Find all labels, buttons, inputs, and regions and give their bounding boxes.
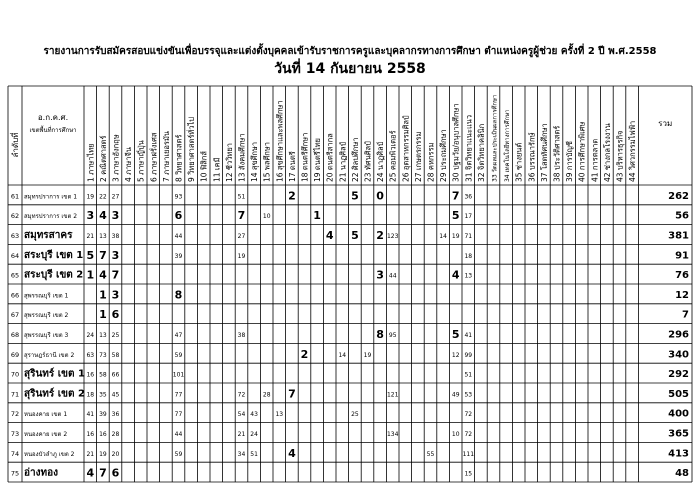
table-cell: 18 [86, 391, 95, 399]
row-number: 71 [10, 390, 20, 399]
row-number: 74 [10, 449, 20, 458]
table-cell: 38 [237, 332, 246, 339]
table-cell: 1 [86, 268, 95, 282]
header-subject: 36 บรรณารักษ์ [527, 132, 537, 182]
header-subject: 16 สุขศึกษาและพลศึกษา [275, 100, 285, 182]
table-cell: 63 [86, 351, 95, 359]
row-number: 67 [10, 311, 20, 320]
row-name: หนองคาย เขต 1 [24, 411, 68, 419]
table-cell: 5 [86, 248, 95, 262]
row-total: 292 [668, 369, 689, 381]
table-cell: 16 [86, 431, 95, 438]
header-subject: 17 ดนตรี [287, 151, 297, 182]
table-cell: 22 [99, 193, 107, 201]
table-cell: 15 [464, 470, 473, 478]
table-cell: 34 [237, 450, 246, 458]
table-cell: 1 [99, 308, 107, 322]
header-subject: 18 ดนตรีศึกษา [300, 132, 310, 182]
table-cell: 17 [464, 213, 473, 221]
table-cell: 73 [99, 351, 107, 359]
header-org: อ.ก.ค.ศ. [37, 113, 69, 122]
table-cell: 8 [376, 328, 384, 341]
table-cell: 2 [376, 229, 384, 242]
table-cell: 21 [86, 450, 95, 458]
table-cell: 36 [464, 193, 473, 201]
table-cell: 7 [237, 209, 246, 223]
table-cell: 0 [376, 189, 384, 203]
row-name: สุรินทร์ เขต 2 [24, 388, 85, 400]
table-cell: 13 [275, 411, 284, 419]
row-name: สุรินทร์ เขต 1 [24, 368, 85, 380]
table-cell: 19 [451, 233, 460, 240]
table-cell: 121 [386, 391, 399, 399]
row-name: หนองบัวลำภู เขต 2 [24, 450, 75, 458]
table-cell: 36 [111, 411, 120, 419]
table-cell: 51 [237, 193, 246, 201]
header-subject: 28 คหกรรม [426, 142, 436, 182]
row-name: สุพรรณบุรี เขต 3 [24, 332, 69, 339]
header-subject: 24 นาฏศิลป์ [376, 141, 386, 182]
row-total: 413 [668, 448, 689, 460]
table-cell: 44 [174, 233, 183, 240]
header-subject: 32 จิตวิทยาคลินิก [476, 123, 486, 182]
header-subject: 33 วัดผลและประเมินผลการศึกษา [491, 94, 499, 182]
table-cell: 72 [464, 411, 473, 419]
table-cell: 10 [262, 213, 271, 221]
header-subject: 42 ช่างกลโรงงาน [602, 123, 612, 182]
row-total: 296 [668, 329, 689, 341]
table-cell: 27 [111, 193, 120, 201]
table-cell: 99 [464, 351, 473, 359]
table-cell: 19 [99, 450, 107, 458]
header-subject: 43 บริหารธุรกิจ [615, 130, 625, 182]
header-subject: 15 พลศึกษา [262, 142, 272, 182]
table-cell: 21 [237, 431, 246, 438]
header-subject: 7 ภาษาเยอรมัน [161, 130, 171, 182]
header-total: รวม [658, 119, 673, 128]
header-subject: 26 อุตสาหกรรมศิลป์ [401, 115, 411, 182]
table-cell: 20 [111, 450, 120, 458]
table-cell: 101 [172, 371, 185, 379]
table-cell: 44 [174, 431, 183, 438]
row-number: 62 [10, 212, 20, 221]
header-subject: 30 ปฐมวัย/อนุบาลศึกษา [451, 103, 461, 182]
table-cell: 123 [386, 233, 399, 240]
row-number: 63 [10, 232, 20, 240]
table-cell: 3 [86, 209, 95, 223]
row-total: 262 [668, 190, 689, 202]
table-cell: 24 [250, 431, 258, 438]
table-cell: 7 [99, 248, 107, 262]
table-cell: 13 [99, 332, 107, 339]
table-cell: 66 [111, 371, 120, 379]
table-cell: 19 [363, 351, 372, 359]
table-cell: 39 [174, 252, 183, 260]
header-subject: 34 เทคโนโลยีทางการศึกษา [504, 109, 512, 182]
table-cell: 7 [111, 268, 120, 282]
table-cell: 3 [376, 268, 384, 282]
header-subject: 2 คณิตศาสตร์ [98, 135, 108, 182]
table-cell: 6 [111, 466, 120, 480]
header-subject: 10 ฟิสิกส์ [199, 151, 209, 182]
table-cell: 58 [99, 371, 107, 379]
table-cell: 59 [174, 450, 183, 458]
table-cell: 25 [351, 411, 359, 419]
table-cell: 7 [288, 387, 296, 401]
header-subject: 40 การศึกษาพิเศษ [577, 121, 587, 182]
header-subject: 27 เกษตรกรรม [413, 131, 423, 182]
row-total: 91 [675, 250, 689, 262]
table-cell: 93 [174, 193, 183, 201]
table-cell: 4 [99, 209, 107, 223]
table-cell: 4 [451, 268, 460, 282]
table-cell: 2 [300, 347, 309, 361]
table-cell: 18 [464, 252, 473, 260]
header-subject: 12 ชีววิทยา [224, 143, 234, 182]
header-subject: 6 ภาษาฝรั่งเศส [149, 132, 159, 182]
table-cell: 59 [174, 351, 183, 359]
table-cell: 5 [451, 328, 460, 341]
table-cell: 28 [262, 391, 271, 399]
table-cell: 51 [250, 450, 258, 458]
header-subject: 14 สุขศึกษา [250, 141, 260, 182]
row-name: สระบุรี เขต 1 [24, 249, 84, 261]
table-cell: 28 [111, 431, 120, 438]
header-subject: 23 ทัศนศิลป์ [363, 141, 373, 182]
table-cell: 53 [464, 391, 473, 399]
header-subject: 29 ประถมศึกษา [439, 129, 449, 182]
row-name: สุราษฎร์ธานี เขต 2 [24, 351, 75, 359]
row-number: 68 [10, 331, 20, 339]
header-subject: 31 จิตวิทยาแนะแนว [464, 114, 474, 182]
table-cell: 4 [86, 466, 95, 480]
table-cell: 4 [288, 446, 296, 460]
row-number: 61 [10, 192, 20, 201]
table-cell: 55 [426, 450, 435, 458]
header-subject: 1 ภาษาไทย [86, 143, 96, 182]
table-cell: 10 [451, 431, 460, 438]
row-name: หนองคาย เขต 2 [24, 431, 68, 438]
table-cell: 54 [237, 411, 246, 419]
row-total: 76 [675, 270, 689, 282]
table-cell: 13 [99, 233, 107, 240]
header-subject: 22 ศิลปศึกษา [350, 137, 360, 182]
table-cell: 14 [338, 351, 347, 359]
report-title: รายงานการรับสมัครสอบแข่งขันเพื่อบรรจุและแต่งตั้งบุคคลเข้ารับราชการครูและบุคลากรทางการศึกษา ตำแหน่งครูผู้ช่วย ครั้งที่ 2 ปี พ.ศ.2558 [43, 46, 657, 57]
header-subject: 37 โสตทัศนศึกษา [539, 123, 549, 182]
header-subject: 39 การบัญชี [565, 141, 575, 182]
table-cell: 2 [288, 189, 296, 203]
header-org-sub: เขตพื้นที่การศึกษา [29, 127, 77, 134]
table-cell: 6 [111, 308, 120, 322]
row-number: 70 [10, 370, 20, 379]
table-cell: 47 [174, 332, 183, 339]
row-total: 56 [675, 210, 689, 222]
header-subject: 5 ภาษาญี่ปุ่น [136, 140, 146, 182]
header-subject: 11 เคมี [212, 157, 222, 182]
row-name: สุพรรณบุรี เขต 2 [24, 312, 69, 320]
header-subject: 25 คอมพิวเตอร์ [388, 130, 398, 182]
row-total: 7 [682, 309, 689, 321]
table-cell: 134 [386, 431, 399, 438]
row-number: 73 [10, 430, 20, 438]
table-cell: 43 [250, 411, 258, 419]
header-subject: 13 สังคมศึกษา [237, 133, 247, 182]
table-cell: 41 [464, 332, 473, 339]
table-cell: 45 [111, 391, 120, 399]
header-subject: 3 ภาษาอังกฤษ [111, 134, 121, 182]
table-cell: 44 [388, 272, 397, 280]
table-cell: 16 [86, 371, 95, 379]
table-cell: 3 [111, 209, 120, 223]
row-total: 381 [668, 230, 689, 242]
table-cell: 39 [99, 411, 107, 419]
header-subject: 8 วิทยาศาสตร์ [174, 134, 184, 182]
table-cell: 5 [351, 229, 359, 242]
row-number: 75 [10, 469, 20, 478]
table-cell: 111 [462, 450, 475, 458]
row-name: อ่างทอง [24, 467, 58, 479]
table-cell: 72 [464, 431, 473, 438]
table-cell: 13 [464, 272, 473, 280]
table-cell: 38 [111, 233, 120, 240]
row-number: 72 [10, 410, 20, 419]
row-number: 66 [10, 291, 20, 300]
report-date: วันที่ 14 กันยายน 2558 [274, 61, 426, 77]
header-subject: 19 ดนตรีไทย [313, 138, 323, 182]
table-cell: 8 [174, 288, 183, 302]
table-cell: 72 [237, 391, 246, 399]
row-number: 65 [10, 271, 20, 280]
table-cell: 35 [99, 391, 107, 399]
row-total: 340 [668, 349, 689, 361]
table-cell: 41 [86, 411, 95, 419]
table-cell: 49 [451, 391, 460, 399]
row-name: สมุทรสาคร [24, 230, 73, 241]
table-cell: 1 [313, 209, 321, 223]
table-cell: 1 [99, 288, 107, 302]
row-name: สระบุรี เขต 2 [24, 269, 84, 281]
table-cell: 95 [388, 332, 397, 339]
row-total: 12 [675, 289, 689, 301]
row-total: 48 [675, 468, 689, 480]
header-subject: 20 ดนตรีสากล [325, 133, 335, 182]
table-cell: 14 [439, 233, 447, 240]
table-cell: 3 [111, 288, 120, 302]
table-cell: 7 [451, 189, 460, 203]
table-cell: 51 [464, 371, 473, 379]
header-subject: 41 การตลาด [590, 138, 600, 182]
header-subject: 35 ช่างยนต์ [514, 142, 524, 182]
table-cell: 12 [451, 351, 460, 359]
row-number: 69 [10, 350, 20, 359]
table-cell: 16 [99, 431, 107, 438]
row-name: สมุทรปราการ เขต 2 [24, 213, 78, 221]
table-cell: 3 [111, 248, 120, 262]
table-cell: 4 [99, 268, 107, 282]
table-cell: 25 [111, 332, 120, 339]
table-cell: 4 [325, 229, 334, 242]
row-total: 400 [668, 408, 689, 420]
table-cell: 19 [237, 252, 246, 260]
header-seq: ลำดับที่ [11, 132, 20, 158]
row-total: 505 [668, 388, 689, 400]
table-cell: 27 [237, 233, 246, 240]
header-subject: 21 นาฏศิลป์ [338, 141, 348, 182]
table-cell: 58 [111, 351, 120, 359]
table-cell: 5 [451, 209, 460, 223]
table-cell: 7 [99, 466, 107, 480]
table-cell: 24 [86, 332, 95, 339]
header-subject: 9 วิทยาศาสตร์ทั่วไป [187, 116, 197, 182]
table-cell: 77 [174, 411, 183, 419]
row-name: สุพรรณบุรี เขต 1 [24, 292, 69, 300]
table-cell: 6 [174, 209, 183, 223]
table-cell: 5 [351, 189, 359, 203]
row-name: สมุทรปราการ เขต 1 [24, 193, 78, 201]
table-cell: 77 [174, 391, 183, 399]
row-total: 365 [668, 428, 689, 440]
row-number: 64 [10, 251, 20, 260]
table-cell: 19 [86, 193, 95, 201]
table-cell: 71 [464, 233, 473, 240]
header-subject: 44 วิศวกรรมไฟฟ้า [628, 120, 638, 182]
table-cell: 21 [86, 233, 95, 240]
header-subject: 38 ประวัติศาสตร์ [552, 125, 562, 182]
header-subject: 4 ภาษาจีน [124, 147, 134, 182]
